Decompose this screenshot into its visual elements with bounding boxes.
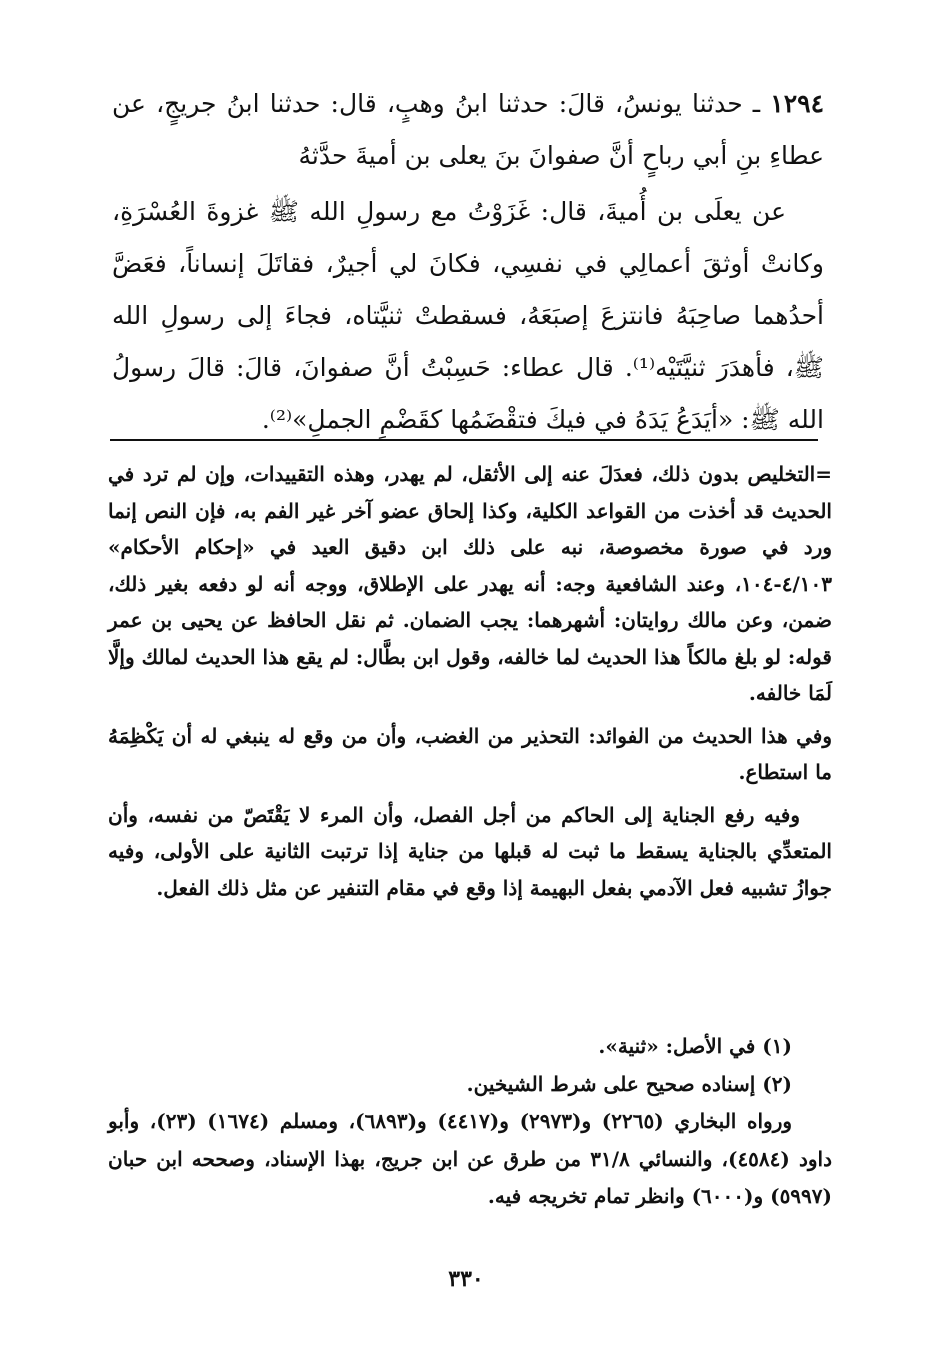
commentary-paragraph-jurisprudence: وفيه رفع الجناية إلى الحاكم من أجل الفصل، وأن المرء لا يَقْتَصّ من نفسه، وأن المتعدِّي بالجناية يسقط ما ثبت له قبلها من جناية إذا ترتبت الثانية على الأولى، وفيه جوازُ تشبيه فعل الآدمي بفعل البهيمة إذا وقع في مقام التنفير عن مثل ذلك الفعل. (108, 802, 832, 900)
commentary-paragraph-continued: =التخليص بدون ذلك، فعدَلَ عنه إلى الأثقل، لم يهدر، وهذه التقييدات، وإن لم ترد في الحديث قد أخذت من القواعد الكلية، وكذا إلحاق عضو آخر غير الفم به، فإن النص إنما ورد في صورة مخصوصة، نبه على ذلك ابن دقيق العيد في «إحكام الأحكام» ٤/١٠٣-١٠٤، وعند الشافعية وجه: أنه يهدر على الإطلاق، ووجه أنه لو دفعه بغير ذلك، ضمن، وعن مالك روايتان: أشهرهما: يجب الضمان. ثم نقل الحافظ عن يحيى بن عمر قوله: لو بلغ مالكاً هذا الحديث لما خالفه، وقول ابن بطَّال: لم يقع هذا الحديث لمالك وإلَّا لَمَا خالفه. (108, 462, 832, 705)
footnote-2: (٢) إسناده صحيح على شرط الشيخين. (466, 1071, 792, 1096)
footnotes-block (108, 1028, 832, 1216)
commentary-paragraph-benefits: وفي هذا الحديث من الفوائد: التحذير من الغضب، وأن من وقع له ينبغي له أن يَكْظِمَهُ ما استطاع. (108, 723, 832, 784)
hadith-matn: عن يعلَى بن أُميةَ، قال: غَزَوْتُ مع رسولِ الله ﷺ غزوةَ العُسْرَةِ، وكانتْ أوثقَ أعمالِي في نفسِي، فكانَ لي أجيرٌ، فقاتَلَ إنساناً، فعَضَّ أحدُهما صاحِبَهُ فانتزعَ إصبَعَهُ، فسقطتْ ثنيَّتاه، فجاءَ إلى رسولِ الله ﷺ، فأهدَرَ ثنيَّتَيْه⁽¹⁾. قال عطاء: حَسِبْتُ أنَّ صفوانَ، قالَ: قالَ رسولُ الله ﷺ: «أيَدَعُ يَدَهُ في فيكَ فتقْضَمُها كقَضْمِ الجملِ»⁽²⁾. (112, 197, 824, 434)
commentary-block (108, 456, 832, 906)
hadith-isnad-paragraph (112, 78, 824, 182)
footnote-divider (110, 439, 818, 441)
hadith-isnad: ـ حدثنا يونسُ، قالَ: حدثنا ابنُ وهبٍ، قال: حدثنا ابنُ جريجٍ، عن عطاءِ بنِ أبي رباحٍ أنَّ صفوانَ بنَ يعلى بن أميةَ حدَّثهُ (112, 89, 824, 170)
page-number: ٣٣٠ (448, 1266, 484, 1292)
footnote-1: (١) في الأصل: «ثنية». (598, 1034, 792, 1058)
hadith-text-block (112, 78, 824, 446)
hadith-number: ١٢٩٤ (770, 89, 824, 118)
takhrij-paragraph: ورواه البخاري (٢٢٦٥) و(٢٩٧٣) و(٤٤١٧) و(٦٨٩٣)، ومسلم (١٦٧٤) (٢٣)، وأبو داود (٤٥٨٤)، والنسائي ٣١/٨ من طرق عن ابن جريج، بهذا الإسناد، وصححه ابن حبان (٥٩٩٧) و(٦٠٠٠) وانظر تمام تخريجه فيه. (108, 1109, 833, 1208)
